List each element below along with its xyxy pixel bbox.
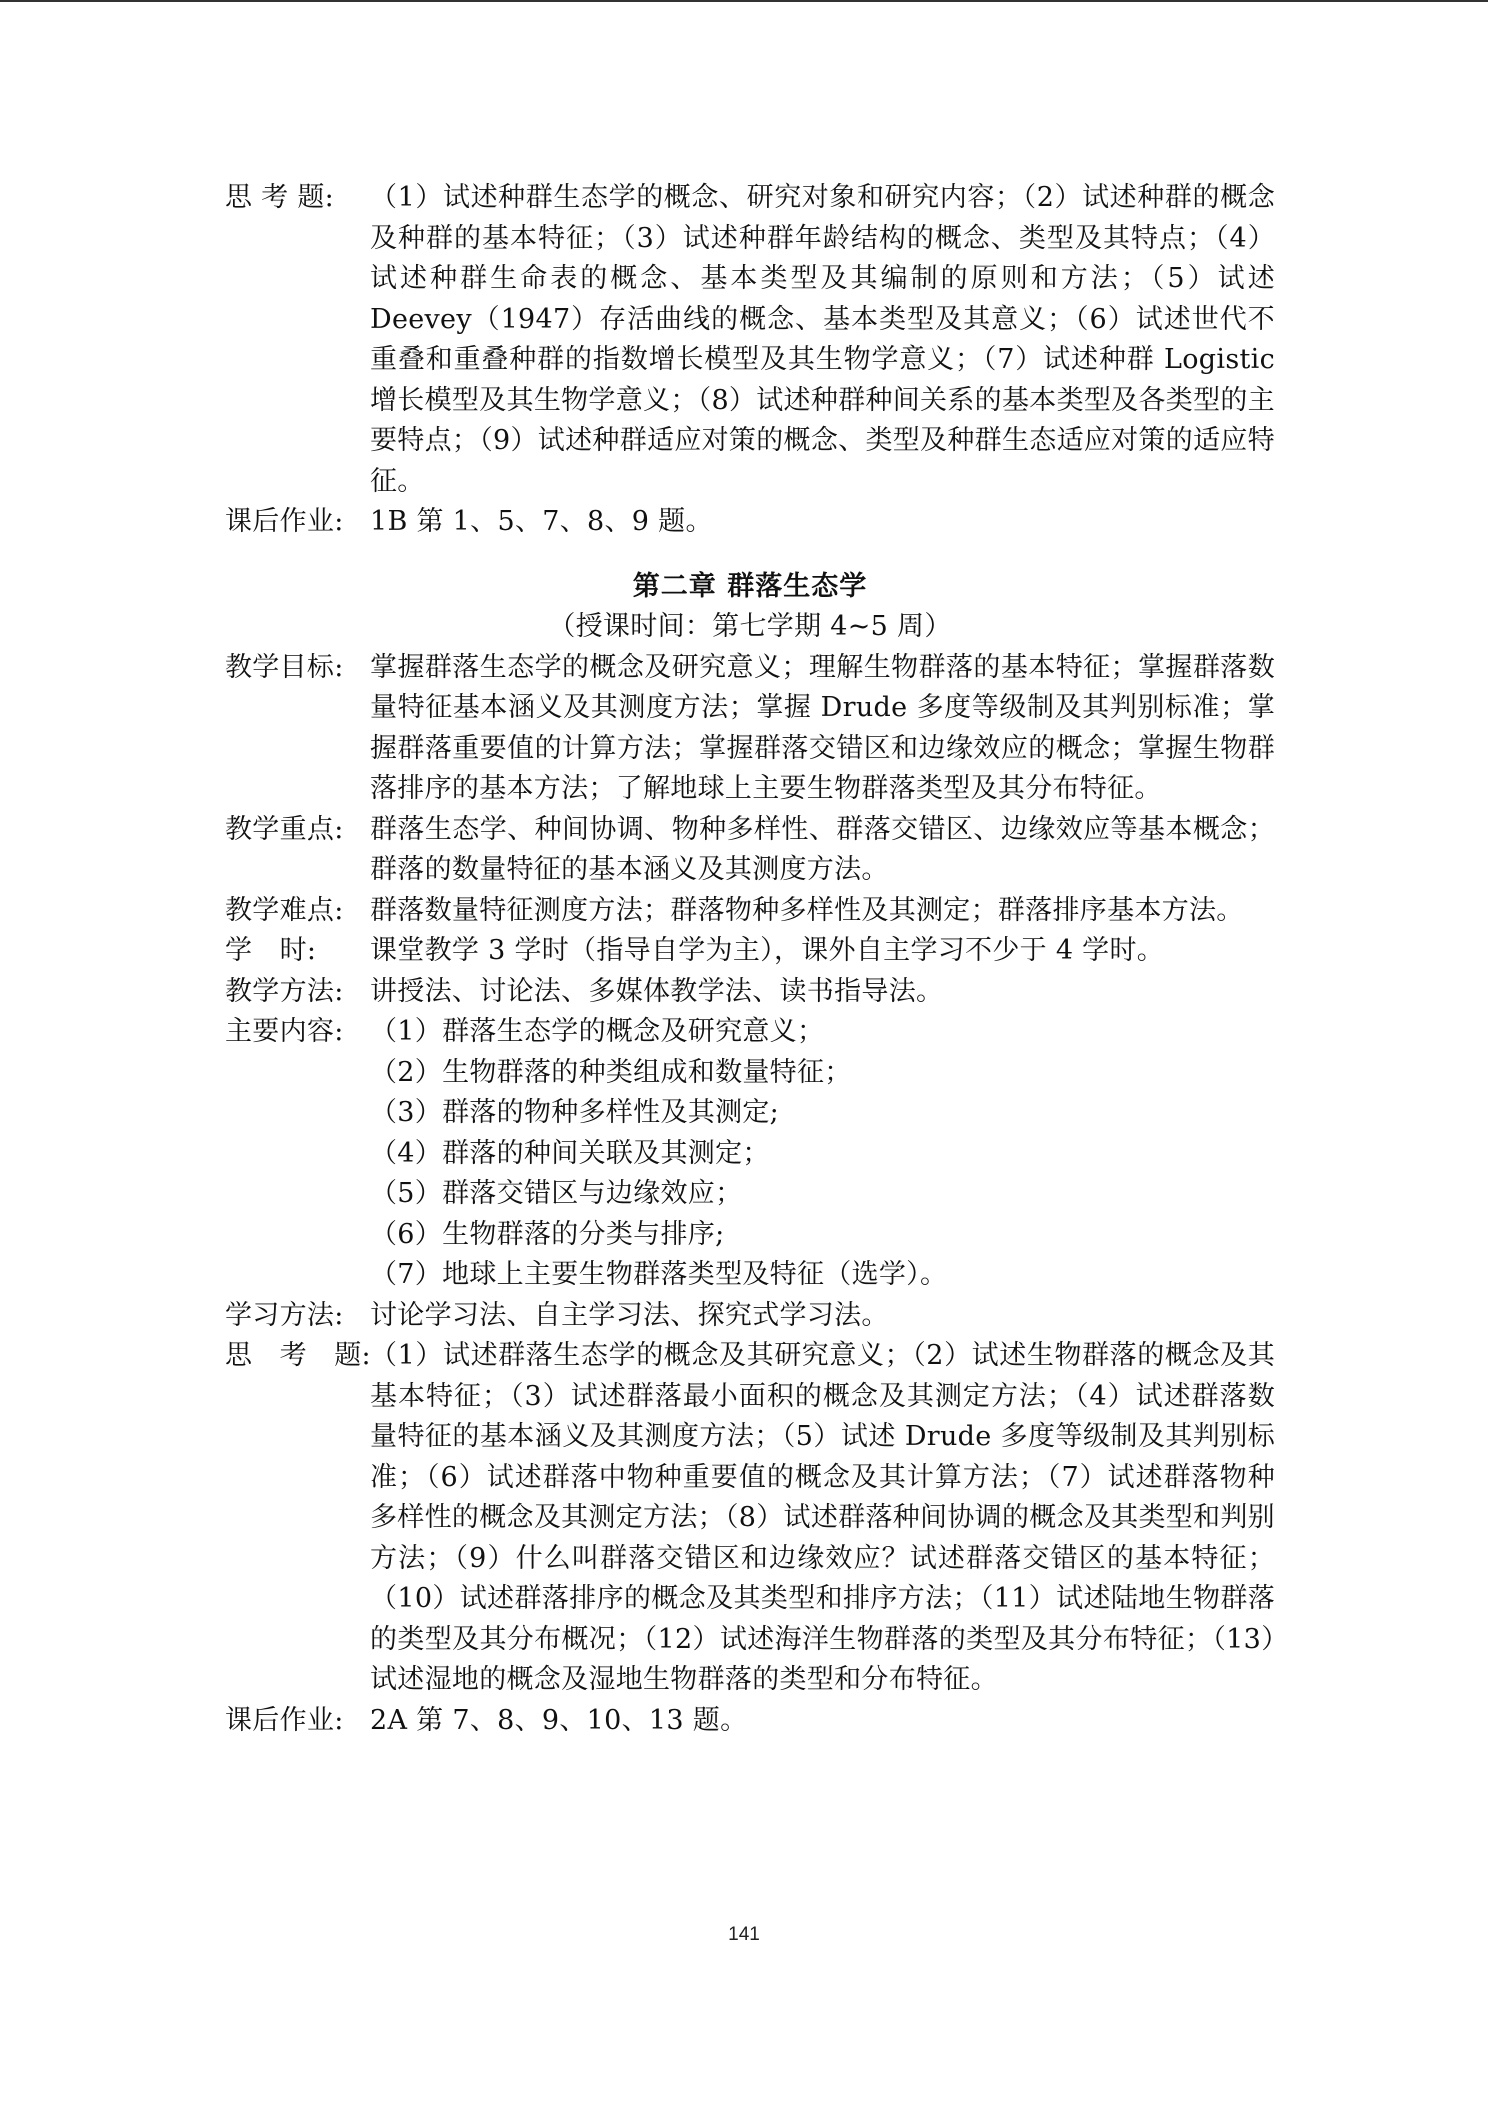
entry-label: 课后作业: bbox=[225, 506, 344, 537]
entry-text: 群落生态学、种间协调、物种多样性、群落交错区、边缘效应等基本概念；群落的数量特征的基本涵义及其测度方法。 bbox=[370, 813, 1275, 885]
entry-label: 课后作业: bbox=[225, 1704, 344, 1736]
class-hours bbox=[225, 931, 1275, 972]
entry-label: 教学目标: bbox=[225, 651, 344, 683]
entry-text: 讲授法、讨论法、多媒体教学法、读书指导法。 bbox=[370, 975, 944, 1007]
entry-label: 思 考 题: bbox=[225, 182, 335, 213]
list-item: （3）群落的物种多样性及其测定; bbox=[370, 1097, 780, 1128]
entry-text: 1B 第 1、5、7、8、9 题。 bbox=[370, 506, 713, 537]
chapter-schedule: （授课时间：第七学期 4~5 周） bbox=[548, 611, 952, 642]
teaching-objectives bbox=[225, 648, 1275, 810]
top-border bbox=[0, 0, 1488, 2]
document-body bbox=[225, 178, 1275, 1741]
entry-text: （1）试述种群生态学的概念、研究对象和研究内容；（2）试述种群的概念及种群的基本特征；（3）试述种群年龄结构的概念、类型及其特点；（4）试述种群生命表的概念、基本类型及其编制的原则和方法；（5）试述 Deevey（1947）存活曲线的概念、基本类型及其意义；（6）试述世代不重叠和重叠种群的指数增长模型及其生物学意义；（7）试述种群 Logistic 增长模型及其生物学意义；（8）试述种群种间关系的基本类型及各类型的主要特点；（9）试述种群适应对策的概念、类型及种群生态适应对策的适应特征。 bbox=[370, 182, 1275, 497]
list-item: （4）群落的种间关联及其测定； bbox=[370, 1137, 770, 1169]
homework-ch1 bbox=[225, 502, 1275, 543]
entry-text: （1）试述群落生态学的概念及其研究意义；（2）试述生物群落的概念及其基本特征；（3）试述群落最小面积的概念及其测定方法；（4）试述群落数量特征的基本涵义及其测度方法；（5）试述 Drude 多度等级制及其判别标准；（6）试述群落中物种重要值的概念及其计算方法；（7）试述群落物种多样性的概念及其测定方法；（8）试述群落种间协调的概念及其类型和判别方法；（9）什么叫群落交错区和边缘效应？试述群落交错区的基本特征；（10）试述群落排序的概念及其类型和排序方法；（11）试述陆地生物群落的类型及其分布概况；（12）试述海洋生物群落的类型及其分布特征；（13）试述湿地的概念及湿地生物群落的类型和分布特征。 bbox=[370, 1340, 1275, 1695]
entry-label: 学习方法: bbox=[225, 1299, 344, 1331]
page-number: 141 bbox=[728, 1924, 760, 1945]
entry-label: 学 时: bbox=[225, 935, 317, 966]
entry-label: 主要内容: bbox=[225, 1016, 344, 1047]
entry-label: 教学难点: bbox=[225, 894, 344, 926]
list-item: （7）地球上主要生物群落类型及特征（选学）。 bbox=[370, 1259, 948, 1290]
entry-text: 群落数量特征测度方法；群落物种多样性及其测定；群落排序基本方法。 bbox=[370, 894, 1244, 926]
entry-text: 掌握群落生态学的概念及研究意义；理解生物群落的基本特征；掌握群落数量特征基本涵义及其测度方法；掌握 Drude 多度等级制及其判别标准；掌握群落重要值的计算方法；掌握群落交错区和边缘效应的概念；掌握生物群落排序的基本方法；了解地球上主要生物群落类型及其分布特征。 bbox=[370, 651, 1275, 804]
list-item: （1）群落生态学的概念及研究意义； bbox=[370, 1016, 825, 1047]
list-item: （2）生物群落的种类组成和数量特征； bbox=[370, 1056, 852, 1088]
teaching-key-points bbox=[225, 810, 1275, 891]
thinking-questions-ch2 bbox=[225, 1336, 1275, 1701]
thinking-questions-ch1 bbox=[225, 178, 1275, 502]
entry-label: 教学方法: bbox=[225, 975, 344, 1007]
contents-list bbox=[370, 1012, 1275, 1296]
list-item: （5）群落交错区与边缘效应； bbox=[370, 1178, 743, 1209]
main-contents bbox=[225, 1012, 1275, 1296]
entry-label: 思 考 题: bbox=[225, 1340, 371, 1371]
teaching-difficulties bbox=[225, 891, 1275, 932]
entry-text: 讨论学习法、自主学习法、探究式学习法。 bbox=[370, 1299, 889, 1331]
entry-label: 教学重点: bbox=[225, 813, 344, 845]
teaching-methods bbox=[225, 972, 1275, 1013]
learning-methods bbox=[225, 1296, 1275, 1337]
list-item: （6）生物群落的分类与排序; bbox=[370, 1218, 725, 1250]
homework-ch2 bbox=[225, 1701, 1275, 1742]
entry-text: 2A 第 7、8、9、10、13 题。 bbox=[370, 1704, 748, 1736]
chapter-title: 第二章 群落生态学 bbox=[632, 570, 868, 602]
entry-text: 课堂教学 3 学时（指导自学为主），课外自主学习不少于 4 学时。 bbox=[370, 935, 1165, 966]
